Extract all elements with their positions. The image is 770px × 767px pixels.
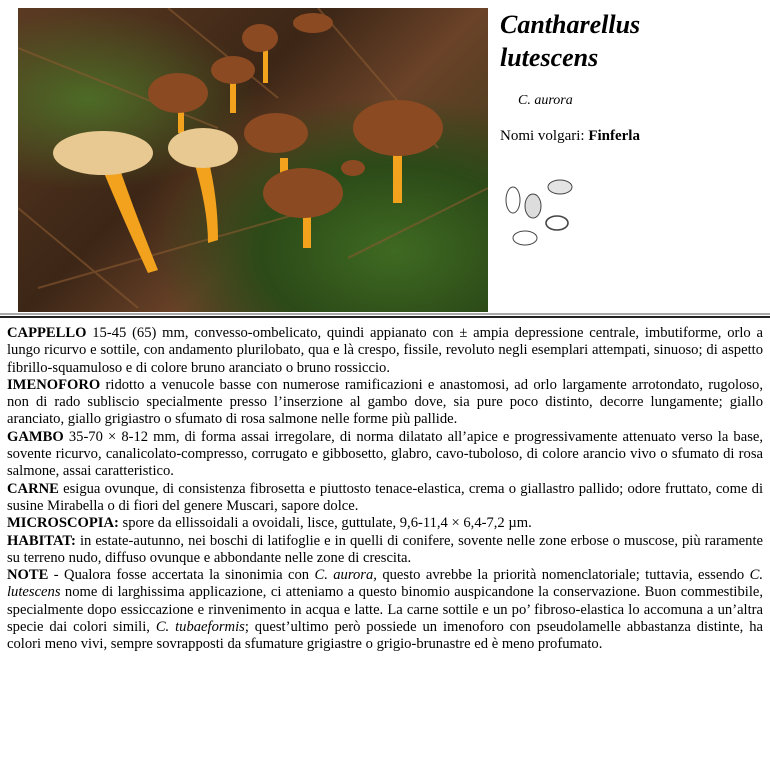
spores-drawing	[503, 175, 583, 250]
section-text: in estate-autunno, nei boschi di latifoglie e in quelli di conifere, sovente nelle zone erbose o muscose, più raramente su terreno nudo, diffuso ovunque e abbondante nelle zone di crescita.	[7, 532, 763, 566]
section-text: ridotto a venucole basse con numerose ramificazioni e anastomosi, ad orlo largamente arrotondato, rugoloso, non di rado subliscio specialmente presso l’inserzione al gambo dove, sia pure poco distinto, decorre lungamente; giallo aranciato, giallo grigiastro o sfumato di rosa salmone nelle forme più pallide.	[7, 376, 763, 428]
section-label: HABITAT:	[7, 532, 76, 549]
synonym: C. aurora	[518, 93, 573, 108]
mushroom-photo	[18, 8, 488, 312]
section-text: spore da ellissoidali a ovoidali, lisce, guttulate, 9,6-11,4 × 6,4-7,2 µm.	[118, 515, 532, 532]
common-name-value: Finferla	[588, 128, 640, 144]
common-names-label: Nomi volgari:	[500, 128, 585, 144]
section-note	[7, 567, 763, 653]
note-italic: C. lutescens	[7, 567, 764, 601]
divider-light	[0, 313, 770, 315]
section-text: 15-45 (65) mm, convesso-ombelicato, quindi appianato con ± ampia depressione centrale, imbutiforme, orlo a lungo ricurvo e sottile, con andamento plurilobato, qua e là crespo, fissile, revoluto negli esemplari attempati, sinuoso; di aspetto fibrillo-squamuloso e di colore bruno aranciato o bruno rossiccio.	[7, 325, 763, 376]
note-italic: C. tubaeformis	[155, 619, 245, 636]
description	[7, 325, 763, 654]
section-label: NOTE	[7, 567, 49, 584]
section-label: IMENOFORO	[7, 376, 101, 393]
divider-dark	[0, 316, 770, 318]
section-label: GAMBO	[7, 428, 64, 445]
section-label: MICROSCOPIA:	[7, 515, 119, 532]
section-carne	[7, 481, 763, 516]
section-label: CARNE	[7, 480, 59, 497]
section-gambo	[7, 429, 763, 481]
title-genus: Cantharellus	[500, 10, 641, 39]
section-label: CAPPELLO	[7, 325, 87, 341]
section-text: 35-70 × 8-12 mm, di forma assai irregolare, di norma dilatato all’apice e progressivamente attenuato verso la base, sovente ricurvo, canalicolato-compresso, corrugato e gibbosetto, glabro, cavo-tuboloso, di colore arancio vivo o sfumato di rosa salmone, assai caratteristico.	[7, 428, 763, 480]
section-imenoforo	[7, 377, 763, 429]
note-italic: C. aurora,	[314, 567, 377, 584]
note-text: questo avrebbe la priorità nomenclatoriale; tuttavia, essendo	[376, 567, 750, 584]
mushroom-illustration	[18, 8, 488, 312]
common-names	[500, 128, 640, 145]
section-microscopia	[7, 515, 763, 532]
section-cappello	[7, 325, 763, 377]
section-text: esigua ovunque, di consistenza fibrosetta e piuttosto tenace-elastica, crema o giallastro pallido; odore fruttato, come di susine Mirabella o di fiori del genere Muscari, sapore dolce.	[7, 480, 763, 514]
note-text: nome di larghissima applicazione, ci atteniamo a questo binomio auspicandone la conservazione. Buon commestibile, specialmente dopo essiccazione e rinvenimento in acqua e latte. La carne sottile e un po’ fibroso-elastica lo accomuna a un’altra specie dai colori simili,	[7, 584, 763, 636]
note-text: - Qualora fosse accertata la sinonimia con	[48, 567, 315, 584]
title-species: lutescens	[500, 43, 599, 72]
note-text: ; quest’ultimo però possiede un imenoforo con pseudolamelle abbastanza distinte, ha colori meno vivi, sempre sovrapposti da sfumature grigiastre o grigio-brunastre ed è meno profumato.	[7, 619, 763, 653]
species-title	[500, 8, 640, 74]
section-habitat	[7, 533, 763, 568]
